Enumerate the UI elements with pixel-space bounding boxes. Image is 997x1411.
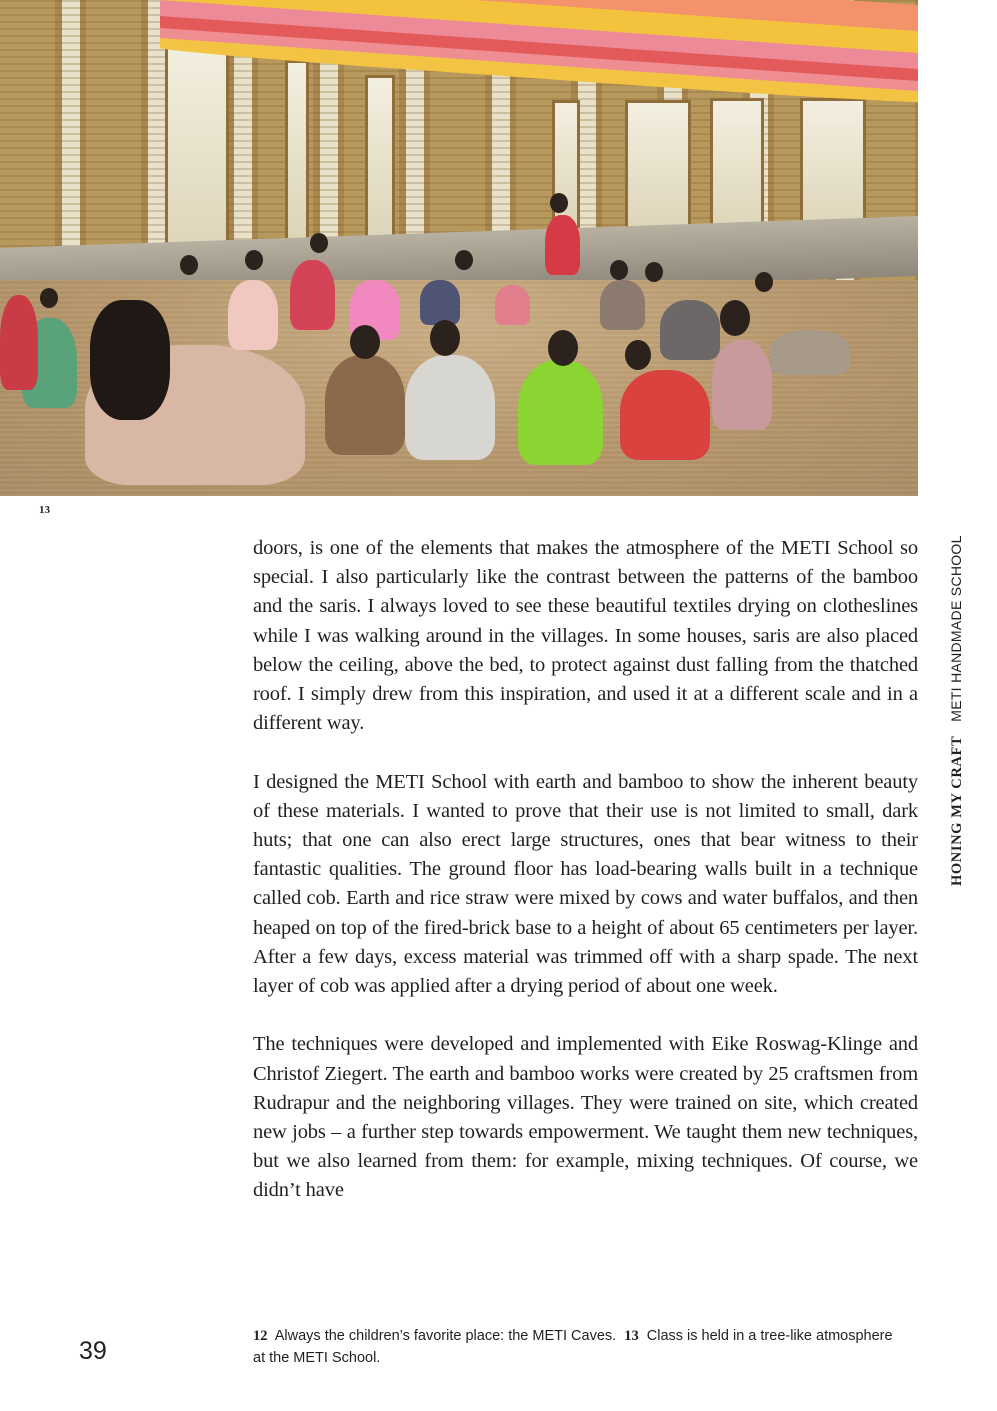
child-head	[755, 272, 773, 292]
window	[710, 98, 764, 242]
child-figure	[325, 355, 405, 455]
teacher-hair	[90, 300, 170, 420]
child-head	[430, 320, 460, 356]
caption-text: Class is held in a tree-like atmosphere at the METI School.	[253, 1328, 893, 1366]
child-head	[350, 325, 380, 359]
body-text	[253, 534, 918, 1235]
standing-child	[545, 215, 580, 275]
child-figure	[518, 360, 603, 465]
child-figure	[0, 295, 38, 390]
child-figure	[620, 370, 710, 460]
child-head	[455, 250, 473, 270]
child-head	[40, 288, 58, 308]
child-figure	[228, 280, 278, 350]
child-figure	[770, 330, 850, 375]
window	[365, 75, 395, 251]
child-head	[610, 260, 628, 280]
section-title: HONING MY CRAFT	[949, 735, 965, 886]
running-head	[948, 535, 966, 886]
child-head	[550, 193, 568, 213]
chapter-title: METI HANDMADE SCHOOL	[948, 535, 964, 722]
paragraph: The techniques were developed and implemented with Eike Roswag-Klinge and Christof Ziegert. The earth and bamboo works were created by 25 craftsmen from Rudrapur and the neighboring villages. They were trained on site, which created new jobs – a further step towards empowerment. We taught them new techniques, but we also learned from them: for example, mixing techniques. Of course, we didn’t have	[253, 1033, 918, 1202]
child-head	[720, 300, 750, 336]
caption-number: 12	[253, 1328, 268, 1344]
paragraph: doors, is one of the elements that makes the atmosphere of the METI School so special. I also particularly like the contrast between the patterns of the bamboo and the saris. I always loved to see these beautiful textiles drying on clotheslines while I was walking around in the villages. In some houses, saris are also placed below the ceiling, above the bed, to protect against dust falling from the thatched roof. I simply drew from this inspiration, and used it at a different scale and in a different way.	[253, 537, 918, 735]
child-figure	[405, 355, 495, 460]
child-figure	[420, 280, 460, 325]
child-figure	[290, 260, 335, 330]
window	[625, 100, 691, 241]
child-figure	[712, 340, 772, 430]
child-figure	[495, 285, 530, 325]
child-head	[180, 255, 198, 275]
figure-captions	[253, 1325, 903, 1369]
window	[165, 40, 229, 271]
child-head	[245, 250, 263, 270]
caption-number: 13	[624, 1328, 639, 1344]
child-head	[645, 262, 663, 282]
window	[285, 60, 309, 251]
child-figure	[660, 300, 720, 360]
paragraph: I designed the METI School with earth and bamboo to show the inherent beauty of these materials. I wanted to prove that their use is not limited to small, dark huts; that one can also erect large structures, ones that bear witness to their fantastic qualities. The ground floor has load-bearing walls built in a technique called cob. Earth and rice straw were mixed by cows and water buffalos, and then heaped on top of the fired-brick base to a height of about 65 centimeters per layer. After a few days, excess material was trimmed off with a sharp spade. The next layer of cob was applied after a drying period of about one week.	[253, 770, 918, 998]
child-head	[548, 330, 578, 366]
classroom-photo	[0, 0, 918, 496]
page-number: 39	[79, 1337, 107, 1365]
child-head	[625, 340, 651, 370]
caption-text: Always the children’s favorite place: the METI Caves.	[274, 1328, 617, 1344]
child-head	[310, 233, 328, 253]
child-figure	[600, 280, 645, 330]
figure-number: 13	[39, 504, 50, 516]
